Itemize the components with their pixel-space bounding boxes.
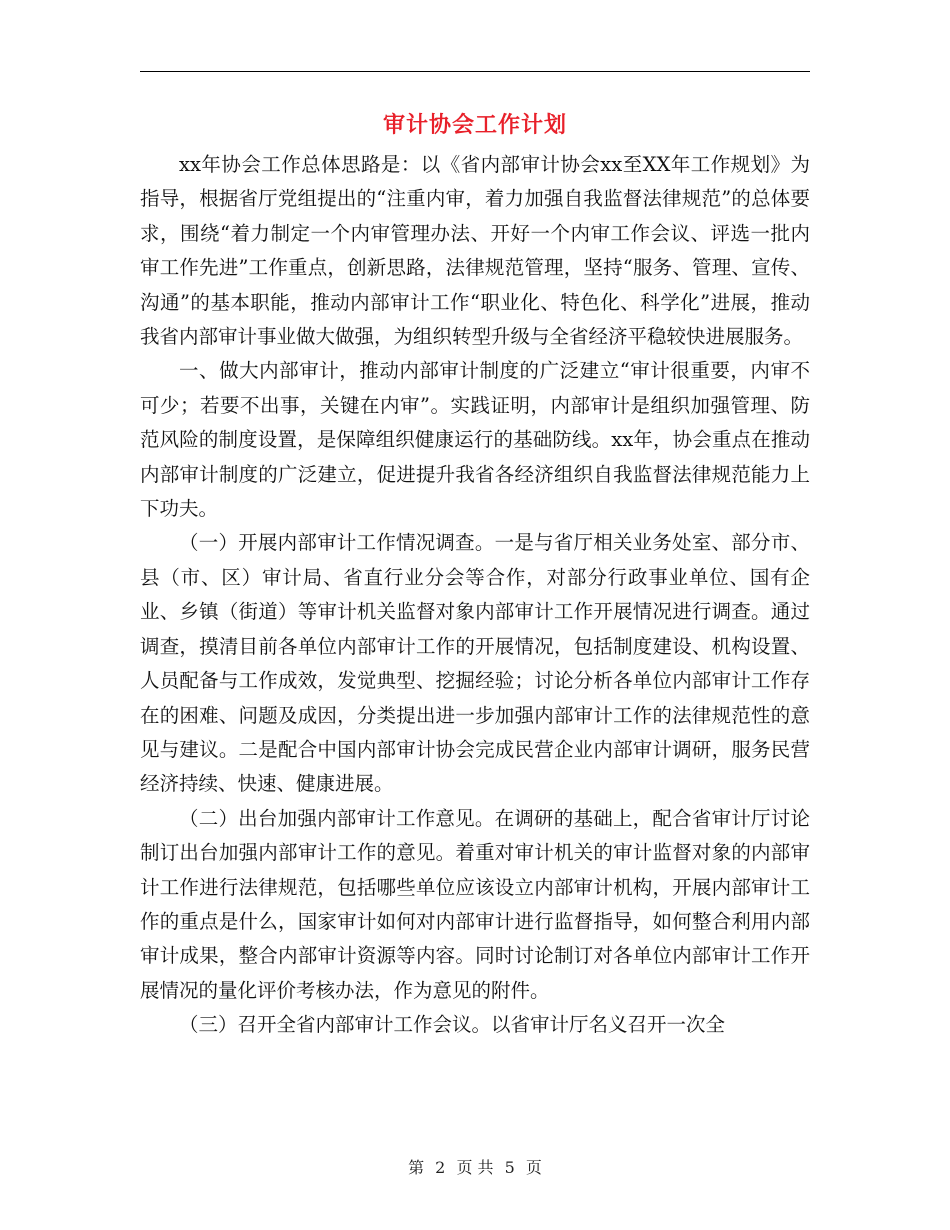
- footer-suffix: 页: [525, 1158, 542, 1177]
- paragraph-section-1: 一、做大内部审计，推动内部审计制度的广泛建立“审计很重要，内审不可少；若要不出事，关键在内审”。实践证明，内部审计是组织加强管理、防范风险的制度设置，是保障组织健康运行的基础防线。xx年，协会重点在推动内部审计制度的广泛建立，促进提升我省各经济组织自我监督法律规范能力上下功夫。: [140, 359, 810, 521]
- paragraph-intro: xx年协会工作总体思路是：以《省内部审计协会xx至XX年工作规划》为指导，根据省厅党组提出的“注重内审，着力加强自我监督法律规范”的总体要求，围绕“着力制定一个内审管理办法、开好一个内审工作会议、评选一批内审工作先进”工作重点，创新思路，法律规范管理，坚持“服务、管理、宣传、沟通”的基本职能，推动内部审计工作“职业化、特色化、科学化”进展，推动我省内部审计事业做大做强，为组织转型升级与全省经济平稳较快进展服务。: [140, 153, 810, 349]
- footer-prefix: 第: [408, 1158, 425, 1177]
- paragraph-item-1: （一）开展内部审计工作情况调查。一是与省厅相关业务处室、部分市、县（市、区）审计局、省直行业分会等合作，对部分行政事业单位、国有企业、乡镇（街道）等审计机关监督对象内部审计工作开展情况进行调查。通过调查，摸清目前各单位内部审计工作的开展情况，包括制度建设、机构设置、人员配备与工作成效，发觉典型、挖掘经验；讨论分析各单位内部审计工作存在的困难、问题及成因，分类提出进一步加强内部审计工作的法律规范性的意见与建议。二是配合中国内部审计协会完成民营企业内部审计调研，服务民营经济持续、快速、健康进展。: [140, 531, 810, 796]
- footer-total-pages: 5: [504, 1158, 515, 1177]
- page-footer: [140, 1155, 810, 1178]
- document-title: 审计协会工作计划: [382, 113, 567, 138]
- footer-middle: 页 共: [456, 1158, 494, 1177]
- document-body: [140, 148, 810, 1043]
- footer-page-number: 2: [435, 1158, 446, 1177]
- paragraph-item-3: （三）召开全省内部审计工作会议。以省审计厅名义召开一次全: [179, 1013, 726, 1037]
- paragraph-item-2: （二）出台加强内部审计工作意见。在调研的基础上，配合省审计厅讨论制订出台加强内部审计工作的意见。着重对审计机关的审计监督对象的内部审计工作进行法律规范，包括哪些单位应该设立内部审计机构，开展内部审计工作的重点是什么，国家审计如何对内部审计进行监督指导，如何整合利用内部审计成果，整合内部审计资源等内容。同时讨论制订对各单位内部审计工作开展情况的量化评价考核办法，作为意见的附件。: [140, 806, 810, 1002]
- header-rule: [140, 71, 810, 72]
